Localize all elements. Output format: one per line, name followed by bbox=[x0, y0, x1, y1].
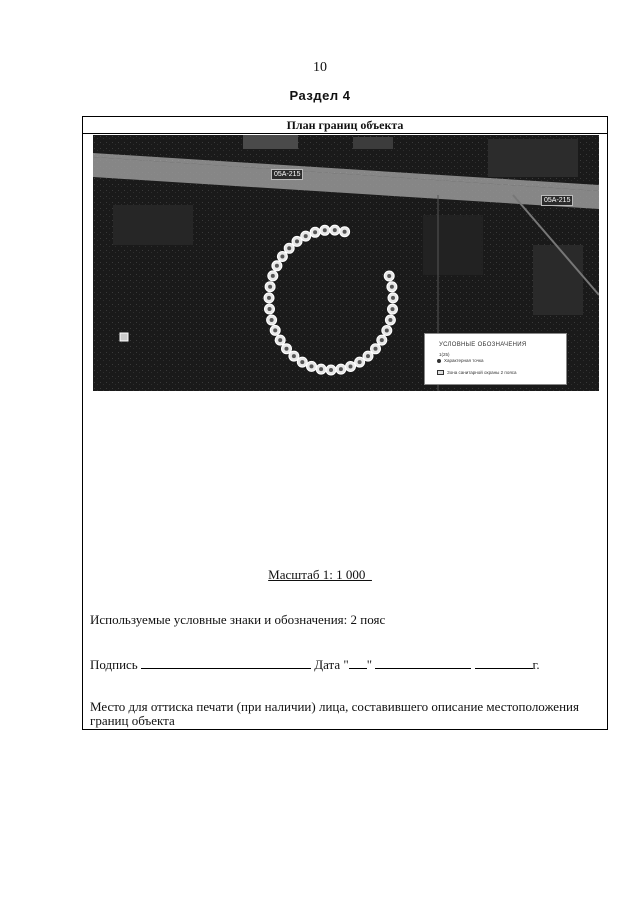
map-symbol-icon bbox=[120, 333, 128, 341]
symbols-line: Используемые условные знаки и обозначения: 2 пояс bbox=[90, 612, 386, 627]
boundary-point-dot bbox=[391, 307, 395, 311]
boundary-point-dot bbox=[343, 230, 347, 234]
boundary-point-dot bbox=[292, 354, 296, 358]
road-label-2: 05А-215 bbox=[541, 195, 573, 206]
legend-item-label: Характерная точка bbox=[444, 358, 484, 363]
seal-note: Место для оттиска печати (при наличии) лица, составившего описание местоположения границ объекта bbox=[90, 699, 579, 728]
boundary-point-dot bbox=[287, 246, 291, 250]
boundary-point-dot bbox=[349, 365, 353, 369]
year-suffix: г. bbox=[532, 657, 540, 672]
road-label-1: 05А-215 bbox=[271, 169, 303, 180]
boundary-point-dot bbox=[388, 318, 392, 322]
signature-label: Подпись bbox=[90, 657, 138, 672]
boundary-point-dot bbox=[310, 364, 314, 368]
signature-line bbox=[90, 656, 540, 673]
map-legend bbox=[424, 333, 567, 385]
zone-hatch-icon bbox=[437, 370, 444, 375]
boundary-point-dot bbox=[387, 274, 391, 278]
signature-field[interactable] bbox=[141, 656, 311, 669]
boundary-point-dot bbox=[333, 228, 337, 232]
building-block bbox=[113, 205, 193, 245]
boundary-point-dot bbox=[319, 367, 323, 371]
boundary-point-dot bbox=[295, 239, 299, 243]
boundary-point-dot bbox=[268, 285, 272, 289]
plan-title: План границ объекта bbox=[83, 117, 607, 134]
building-block bbox=[488, 139, 578, 177]
building-block bbox=[243, 135, 298, 149]
date-day-field[interactable] bbox=[349, 656, 367, 669]
legend-item-zone bbox=[437, 370, 517, 375]
boundary-point-dot bbox=[285, 347, 289, 351]
legend-item-point bbox=[437, 358, 484, 363]
date-month-field[interactable] bbox=[375, 656, 471, 669]
date-quote: " bbox=[366, 657, 373, 672]
boundary-point-dot bbox=[304, 234, 308, 238]
boundary-point-dot bbox=[273, 328, 277, 332]
boundary-point-dot bbox=[268, 307, 272, 311]
boundary-point-dot bbox=[391, 296, 395, 300]
boundary-point-dot bbox=[271, 274, 275, 278]
boundary-point-dot bbox=[374, 347, 378, 351]
boundary-point-dot bbox=[329, 368, 333, 372]
boundary-point-dot bbox=[358, 360, 362, 364]
boundary-plan-frame bbox=[82, 116, 608, 730]
boundary-point-dot bbox=[270, 318, 274, 322]
scale-label: Масштаб 1: 1 000_ bbox=[268, 567, 372, 582]
legend-title: УСЛОВНЫЕ ОБОЗНАЧЕНИЯ bbox=[439, 342, 527, 348]
section-title: Раздел 4 bbox=[289, 88, 351, 103]
legend-code: 1(25) bbox=[439, 352, 450, 357]
legend-item-label: Зона санитарной охраны 2 пояса bbox=[447, 370, 517, 375]
building-block bbox=[423, 215, 483, 275]
boundary-point-dot bbox=[280, 255, 284, 259]
point-marker-icon bbox=[437, 359, 441, 363]
satellite-map[interactable] bbox=[93, 135, 599, 391]
boundary-point-dot bbox=[278, 338, 282, 342]
date-label: Дата " bbox=[314, 657, 349, 672]
boundary-point-dot bbox=[366, 354, 370, 358]
boundary-point-dot bbox=[267, 296, 271, 300]
boundary-point-dot bbox=[339, 367, 343, 371]
page-number: 10 bbox=[313, 60, 327, 75]
building-block bbox=[533, 245, 583, 315]
boundary-point-dot bbox=[275, 264, 279, 268]
boundary-point-dot bbox=[313, 230, 317, 234]
date-year-field[interactable] bbox=[475, 656, 533, 669]
boundary-point-dot bbox=[380, 338, 384, 342]
boundary-point-dot bbox=[390, 285, 394, 289]
boundary-point-dot bbox=[300, 360, 304, 364]
building-block bbox=[353, 137, 393, 149]
boundary-point-dot bbox=[323, 228, 327, 232]
boundary-point-dot bbox=[385, 329, 389, 333]
